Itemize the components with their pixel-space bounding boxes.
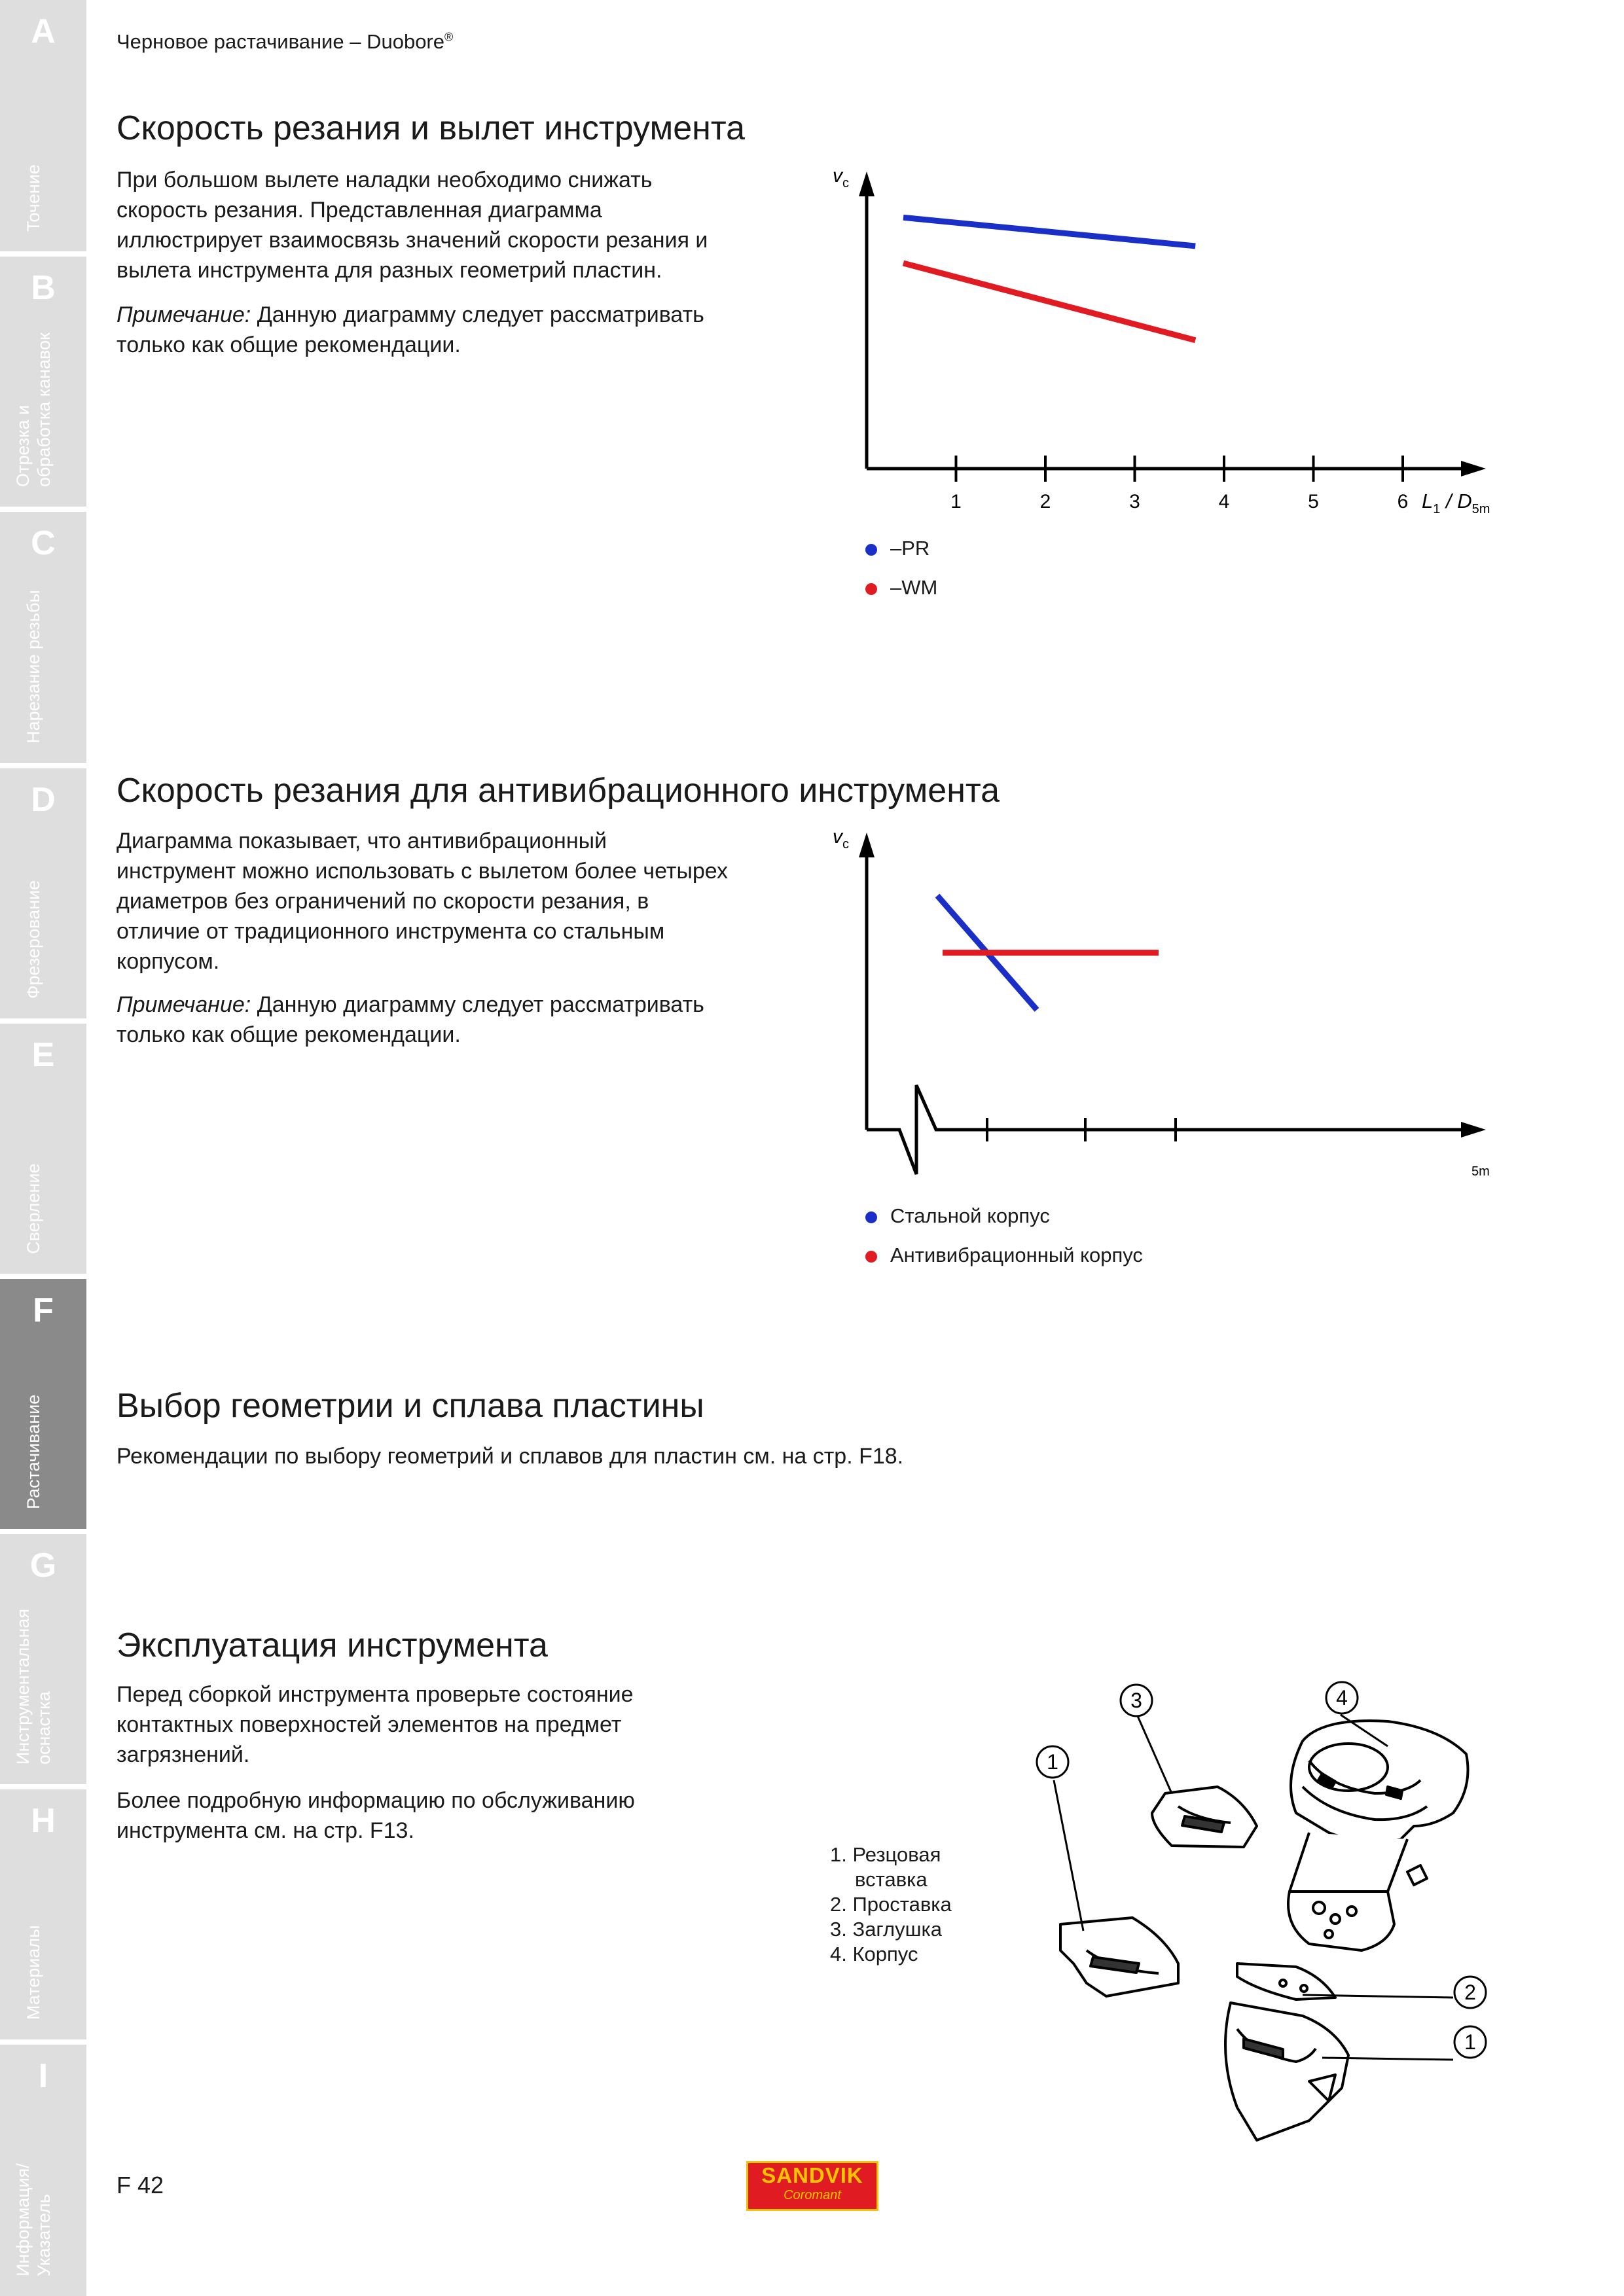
cartridge-part-drawing: [1225, 2003, 1348, 2140]
callout-1-left: 1: [1047, 1750, 1058, 1774]
running-header: [117, 30, 453, 54]
tab-letter: F: [33, 1291, 54, 1329]
note-text: Данную диаграмму следует рассматривать: [251, 992, 704, 1017]
text-line: инструмента см. на стр. F13.: [117, 1818, 414, 1843]
section4-para1: [117, 1679, 634, 1770]
tab-label-2: оснастка: [34, 1691, 54, 1765]
logo-subtext: Coromant: [784, 2188, 841, 2202]
callout-1-right: 1: [1464, 2030, 1476, 2054]
parts-list: [830, 1842, 952, 1967]
x-tick-label: 5: [1308, 491, 1319, 512]
tab-letter: G: [29, 1547, 57, 1585]
text-line: Более подробную информацию по обслуживанию: [117, 1788, 635, 1813]
chart-speed-vs-overhang: [818, 164, 1538, 530]
text-line: вылета инструмента для разных геометрий пластин.: [117, 258, 662, 283]
tab-letter: D: [31, 781, 56, 819]
chart-antivibration-speed: [818, 825, 1538, 1191]
x-axis-label: $L_1 / D_{5m}$: [1422, 490, 1490, 516]
callout-2: 2: [1464, 1981, 1476, 2004]
y-axis-arrow: [859, 833, 875, 857]
y-axis-arrow: [859, 171, 875, 196]
x-axis-with-break: [867, 1085, 1473, 1174]
trademark: ®: [444, 30, 454, 44]
text-line: скорость резания. Представленная диаграмма: [117, 198, 602, 223]
series-line-1: [903, 263, 1195, 340]
x-tick-label: 1: [950, 491, 962, 512]
tab-label: Сверление: [24, 1163, 43, 1254]
insert-cartridge-drawing: [1060, 1918, 1178, 1996]
text-line: Диаграмма показывает, что антивибрационный: [117, 829, 607, 853]
x-axis-arrow: [1461, 461, 1486, 476]
tab-g[interactable]: [0, 1534, 86, 1784]
tab-letter: I: [38, 2057, 48, 2095]
text-line: При большом вылете наладки необходимо снижать: [117, 168, 653, 192]
parts-list-item: 3. Заглушка: [830, 1918, 942, 1941]
text-line: иллюстрирует взаимосвязь значений скорости резания и: [117, 228, 708, 253]
tab-label: Инструментальная: [13, 1608, 33, 1765]
note-label: Примечание:: [117, 302, 251, 327]
text-line: контактных поверхностей элементов на предмет: [117, 1712, 622, 1737]
note-text-2: только как общие рекомендации.: [117, 1022, 461, 1047]
logo-text: SANDVIK: [761, 2163, 863, 2187]
callout-3: 3: [1130, 1689, 1142, 1712]
parts-list-item: вставка: [855, 1868, 928, 1891]
legend-dot-red: [865, 1251, 877, 1263]
x-axis-arrow: [1461, 1122, 1486, 1138]
tab-c[interactable]: [0, 512, 86, 763]
plug-part-drawing: [1152, 1787, 1257, 1847]
section-title-cutting-speed-overhang: Скорость резания и вылет инструмента: [117, 109, 745, 147]
section-title-antivibration: Скорость резания для антивибрационного инструмента: [117, 772, 1000, 810]
text-line: загрязнений.: [117, 1742, 250, 1767]
legend-label: Стальной корпус: [890, 1204, 1050, 1227]
y-axis-label: $v_c$: [833, 826, 849, 852]
text-line: корпусом.: [117, 949, 220, 974]
tab-label: Фрезерование: [24, 880, 43, 999]
x-tick-label: 4: [1218, 491, 1230, 512]
tool-exploded-drawing: [1021, 1676, 1492, 2147]
tab-a[interactable]: [0, 0, 86, 251]
tab-label: Информация/: [13, 2163, 33, 2276]
tab-i[interactable]: [0, 2045, 86, 2296]
section1-note: [117, 300, 704, 360]
tab-h[interactable]: [0, 1789, 86, 2039]
legend-dot-blue: [865, 1211, 877, 1223]
tab-f-active[interactable]: [0, 1279, 86, 1529]
text-line: инструмент можно использовать с вылетом более четырех: [117, 859, 728, 884]
parts-list-item: 1. Резцовая: [830, 1843, 941, 1866]
text-line: Перед сборкой инструмента проверьте состояние: [117, 1682, 634, 1707]
header-title: Черновое растачивание – Duobore: [117, 30, 444, 53]
tab-label: Отрезка и: [13, 404, 33, 487]
tab-e[interactable]: [0, 1024, 86, 1274]
parts-list-item: 4. Корпус: [830, 1943, 918, 1965]
section2-text: [117, 826, 728, 977]
x-tick-label: 3: [1129, 491, 1140, 512]
parts-list-item: 2. Проставка: [830, 1893, 952, 1916]
legend-label: –PR: [890, 537, 930, 560]
tab-b[interactable]: [0, 257, 86, 507]
tab-label: Растачивание: [24, 1394, 43, 1509]
note-label: Примечание:: [117, 992, 251, 1017]
section4-para2: [117, 1785, 635, 1846]
section1-text: [117, 165, 708, 285]
tab-label: Материалы: [24, 1925, 43, 2020]
body-part-drawing: [1288, 1721, 1468, 1950]
text-line: диаметров без ограничений по скорости резания, в: [117, 889, 649, 914]
tab-letter: A: [31, 12, 56, 50]
x-axis-label-fragment: 5m: [1471, 1164, 1490, 1179]
callout-4: 4: [1336, 1686, 1348, 1710]
spacer-part-drawing: [1237, 1964, 1335, 2000]
tab-label: Нарезание резьбы: [24, 590, 43, 744]
tab-letter: C: [31, 524, 56, 562]
section-title-tool-maintenance: Эксплуатация инструмента: [117, 1626, 548, 1664]
note-text-2: только как общие рекомендации.: [117, 332, 461, 357]
tab-label: Точение: [24, 164, 43, 232]
x-tick-label: 6: [1397, 491, 1409, 512]
x-tick-label: 2: [1039, 491, 1051, 512]
tab-d[interactable]: [0, 768, 86, 1018]
tab-letter: H: [31, 1802, 56, 1840]
section-title-geometry-grade: Выбор геометрии и сплава пластины: [117, 1387, 704, 1425]
legend-dot-red: [865, 583, 877, 595]
section3-text: Рекомендации по выбору геометрий и сплавов для пластин см. на стр. F18.: [117, 1444, 904, 1469]
page-number: F 42: [117, 2172, 164, 2198]
sidebar-tabs: [0, 0, 86, 2296]
legend-label: Антивибрационный корпус: [890, 1244, 1143, 1266]
series-line-0: [903, 217, 1195, 246]
legend-label: –WM: [890, 576, 938, 599]
sandvik-coromant-logo: [746, 2161, 878, 2211]
note-text: Данную диаграмму следует рассматривать: [251, 302, 704, 327]
y-axis-label: $v_c$: [833, 165, 849, 190]
section2-note: [117, 990, 704, 1050]
tab-letter: E: [31, 1036, 55, 1074]
tab-label-2: Указатель: [34, 2194, 54, 2276]
tab-label-2: обработка канавок: [34, 332, 54, 487]
tab-letter: B: [31, 269, 56, 307]
text-line: отличие от традиционного инструмента со стальным: [117, 919, 665, 944]
legend-dot-blue: [865, 544, 877, 556]
